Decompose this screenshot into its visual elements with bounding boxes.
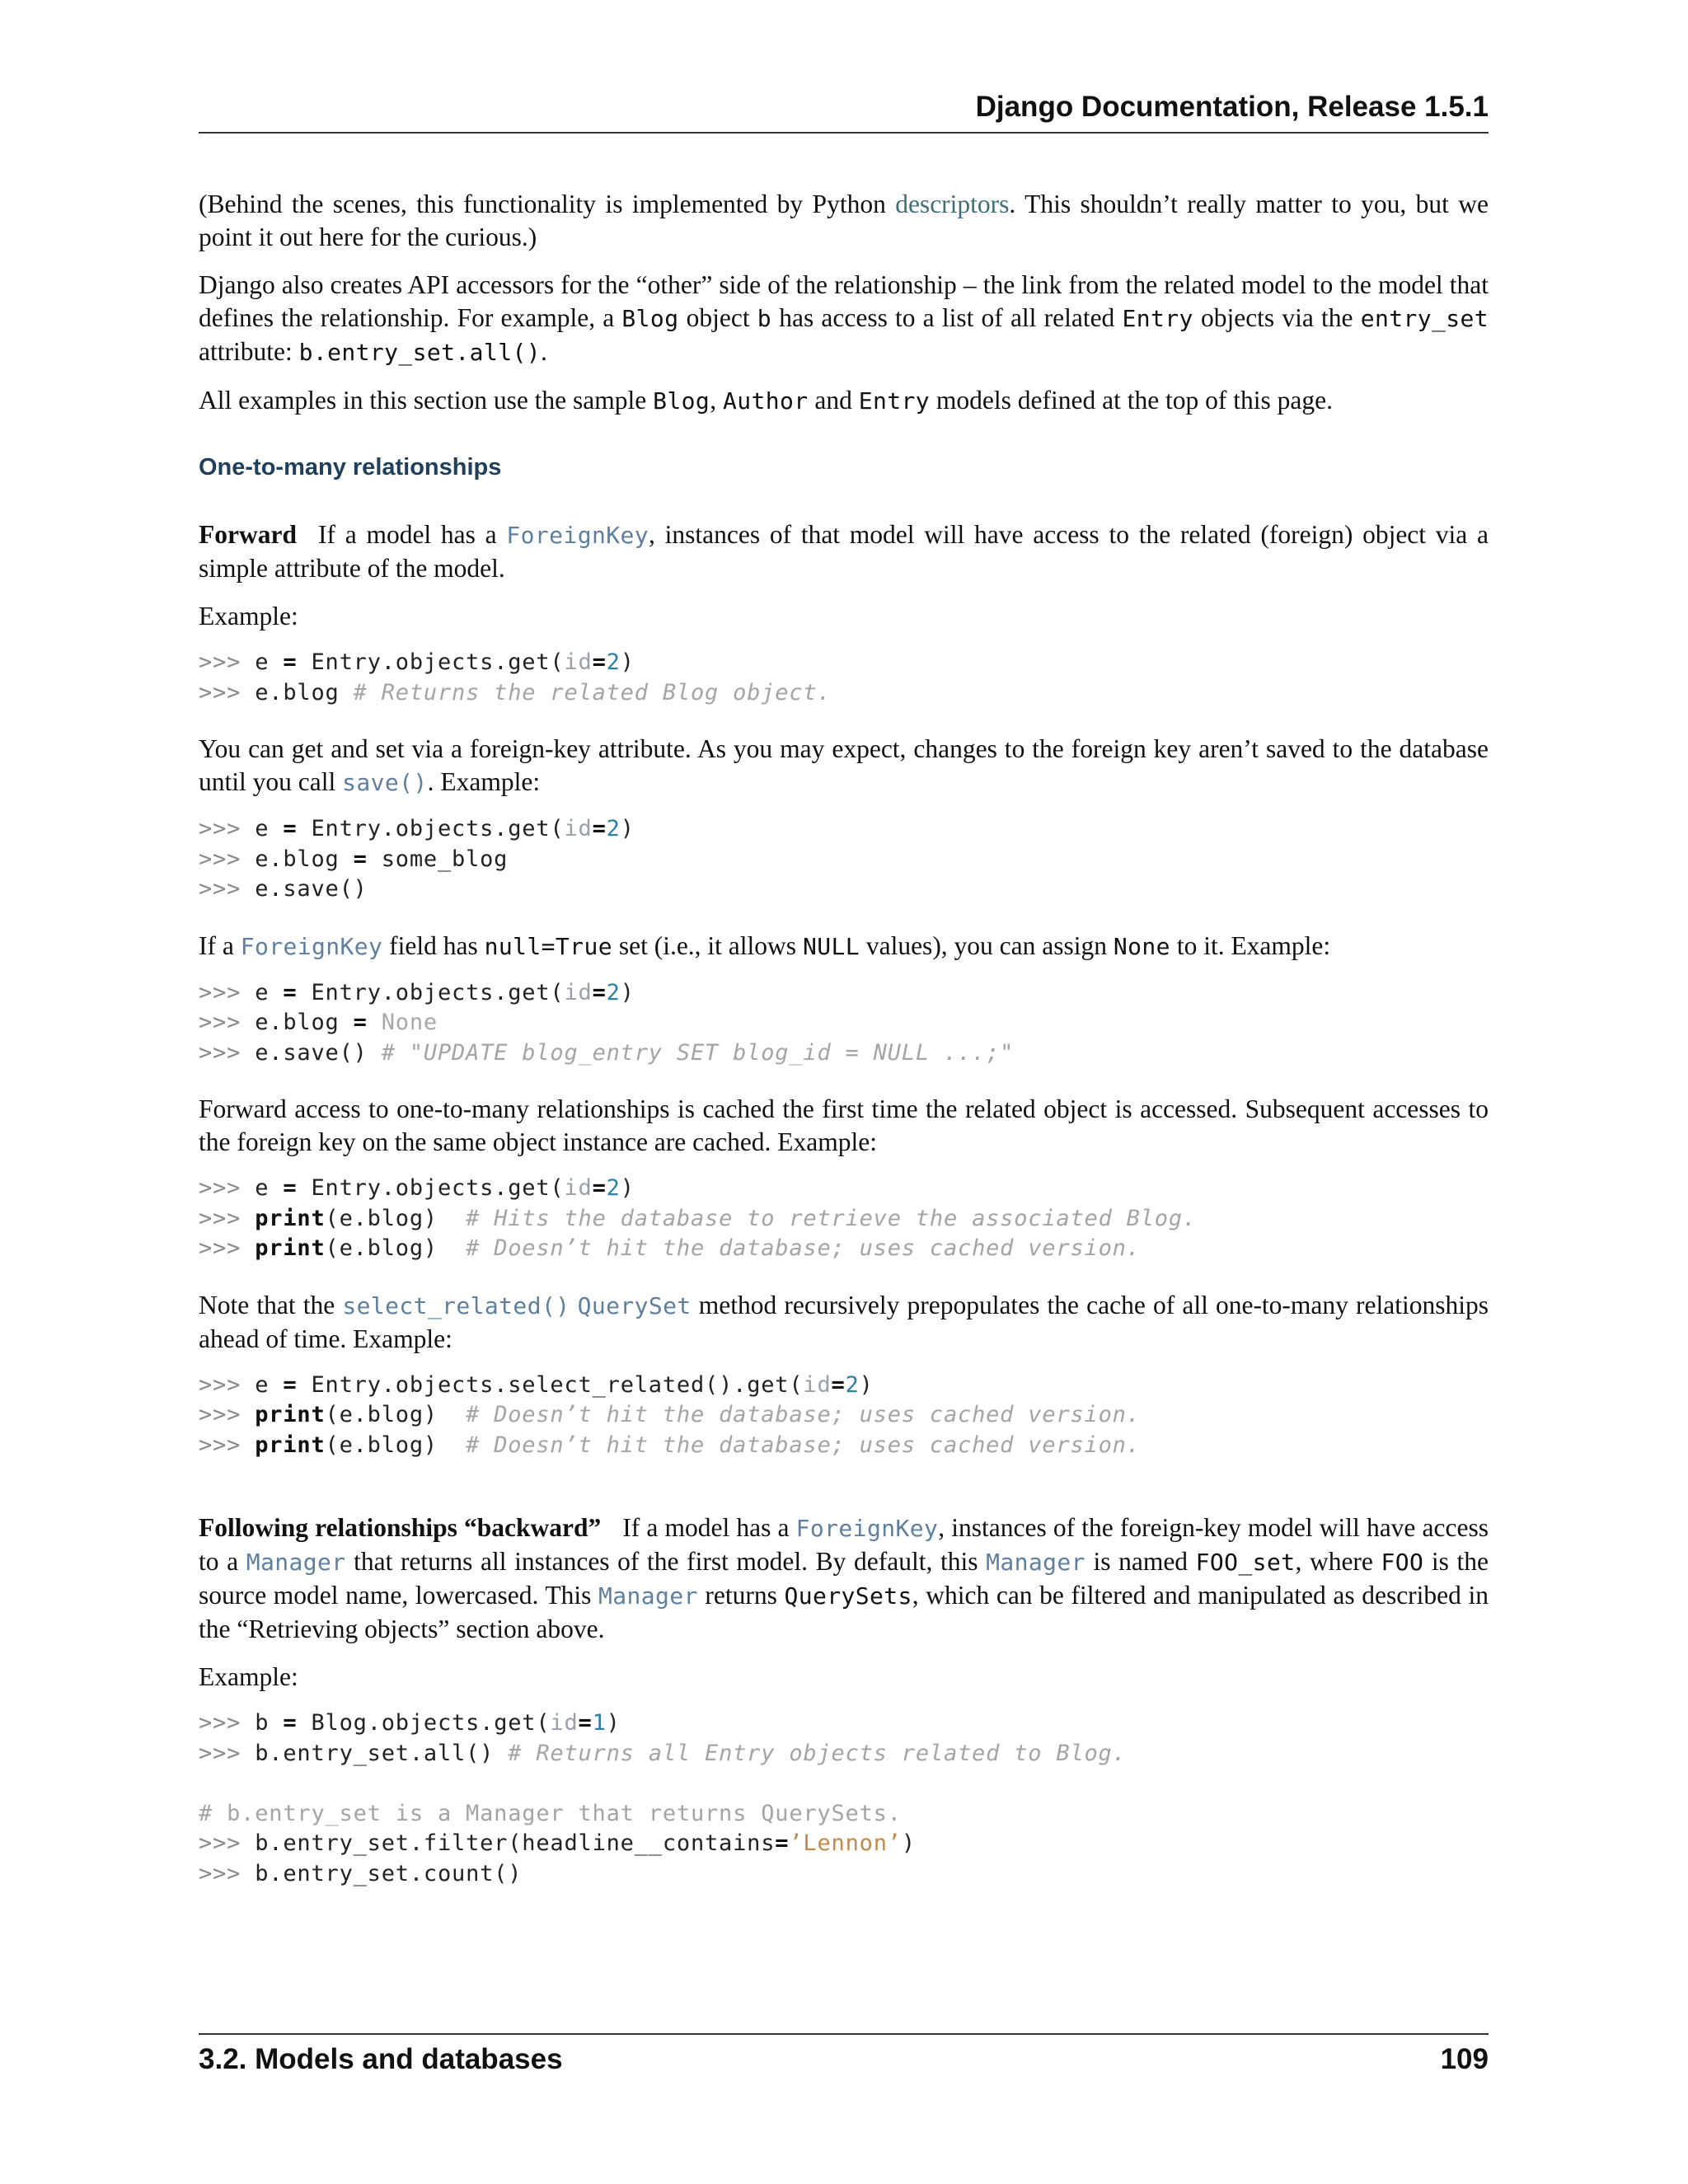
footer-section: 3.2. Models and databases [199, 2043, 563, 2075]
code-block-1 [199, 648, 1489, 708]
code-line: >>> e = Entry.objects.get(id=2) [199, 816, 635, 841]
descriptors-link[interactable]: descriptors [895, 190, 1010, 218]
code-line: >>> b = Blog.objects.get(id=1) [199, 1710, 621, 1736]
paragraph-get-set: You can get and set via a foreign-key attribute. As you may expect, changes to the foreign key aren’t saved to the database until you call save(). Example: [199, 734, 1489, 796]
code-line: >>> print(e.blog) # Doesn’t hit the database; uses cached version. [199, 1432, 1141, 1458]
running-footer [199, 2033, 1489, 2075]
code-block-2 [199, 814, 1489, 905]
example-label: Example: [199, 1662, 298, 1691]
code-line: >>> b.entry_set.count() [199, 1860, 523, 1886]
code-line: >>> e.blog # Returns the related Blog object. [199, 679, 832, 705]
code-line: >>> print(e.blog) # Doesn’t hit the database; uses cached version. [199, 1235, 1141, 1261]
manager-link[interactable]: Manager [246, 1549, 346, 1576]
code-line: >>> e = Entry.objects.get(id=2) [199, 649, 635, 675]
paragraph-cached: Forward access to one-to-many relationships is cached the first time the related object is accessed. Subsequent accesses to the foreign key on the same object instance are cached. Example: [199, 1094, 1489, 1156]
backward-lead: Following relationships “backward” [199, 1513, 602, 1542]
forward-lead: Forward [199, 520, 297, 549]
code-line: >>> e = Entry.objects.select_related().get(id=2) [199, 1371, 874, 1398]
manager-link[interactable]: Manager [598, 1582, 698, 1610]
code-line: >>> e.save() # "UPDATE blog_entry SET blog_id = NULL ...;" [199, 1039, 1015, 1066]
code-line: >>> b.entry_set.filter(headline__contains=’Lennon’) [199, 1830, 916, 1856]
queryset-link[interactable]: QuerySet [577, 1291, 692, 1319]
code-block-3 [199, 978, 1489, 1069]
manager-link[interactable]: Manager [986, 1549, 1085, 1576]
paragraph-api-accessors: Django also creates API accessors for the “other” side of the relationship – the link from the related model to the model that defines the relationship. For example, a Blog object b has access to a list of all related Entry objects via the entry_set attribute: b.entry_set.all(). [199, 270, 1489, 366]
save-link[interactable]: save() [342, 769, 428, 796]
paragraph-null: If a ForeignKey field has null=True set (i.e., it allows NULL values), you can assign None to it. Example: [199, 930, 1331, 960]
page-body [199, 188, 1489, 1914]
example-label: Example: [199, 602, 298, 630]
code-comment-line: # b.entry_set is a Manager that returns QuerySets. [199, 1800, 902, 1826]
code-line: >>> print(e.blog) # Doesn’t hit the database; uses cached version. [199, 1402, 1141, 1427]
header-title: Django Documentation, Release 1.5.1 [975, 91, 1489, 123]
code-line: >>> e = Entry.objects.get(id=2) [199, 1175, 635, 1201]
paragraph-backward: Following relationships “backward” If a model has a ForeignKey, instances of the foreign-key model will have access to a Manager that returns all instances of the first model. By default, this Manager is named FOO_set, where FOO is the source model name, lowercased. This Manager returns QuerySets, which can be filtered and manipulated as described in the “Retrieving objects” section above. [199, 1513, 1489, 1643]
section-heading: One-to-many relationships [199, 454, 502, 480]
foreignkey-link[interactable]: ForeignKey [795, 1515, 939, 1542]
paragraph-select-related: Note that the select_related() QuerySet method recursively prepopulates the cache of all one-to-many relationships ahead of time. Example: [199, 1290, 1489, 1353]
paragraph-sample-models: All examples in this section use the sample Blog, Author and Entry models defined at the top of this page. [199, 386, 1334, 415]
foreignkey-link[interactable]: ForeignKey [506, 522, 649, 549]
code-line: >>> print(e.blog) # Hits the database to retrieve the associated Blog. [199, 1205, 1197, 1231]
select-related-link[interactable]: select_related() [342, 1291, 570, 1319]
code-block-4 [199, 1174, 1489, 1264]
running-header [199, 91, 1489, 134]
code-line: >>> b.entry_set.all() # Returns all Entry objects related to Blog. [199, 1740, 1127, 1766]
code-block-6 [199, 1708, 1489, 1889]
code-line: >>> e.blog = some_blog [199, 846, 509, 872]
code-line: >>> e = Entry.objects.get(id=2) [199, 979, 635, 1005]
code-block-5 [199, 1371, 1489, 1461]
paragraph-descriptors: (Behind the scenes, this functionality is implemented by Python descriptors. This shouldn’t really matter to you, but we point it out here for the curious.) [199, 190, 1489, 251]
page-number: 109 [1440, 2043, 1489, 2075]
code-line: >>> e.blog = None [199, 1010, 438, 1035]
foreignkey-link[interactable]: ForeignKey [240, 932, 383, 960]
paragraph-forward: Forward If a model has a ForeignKey, instances of that model will have access to the related (foreign) object via a simple attribute of the model. [199, 520, 1489, 583]
code-line: >>> e.save() [199, 876, 368, 902]
